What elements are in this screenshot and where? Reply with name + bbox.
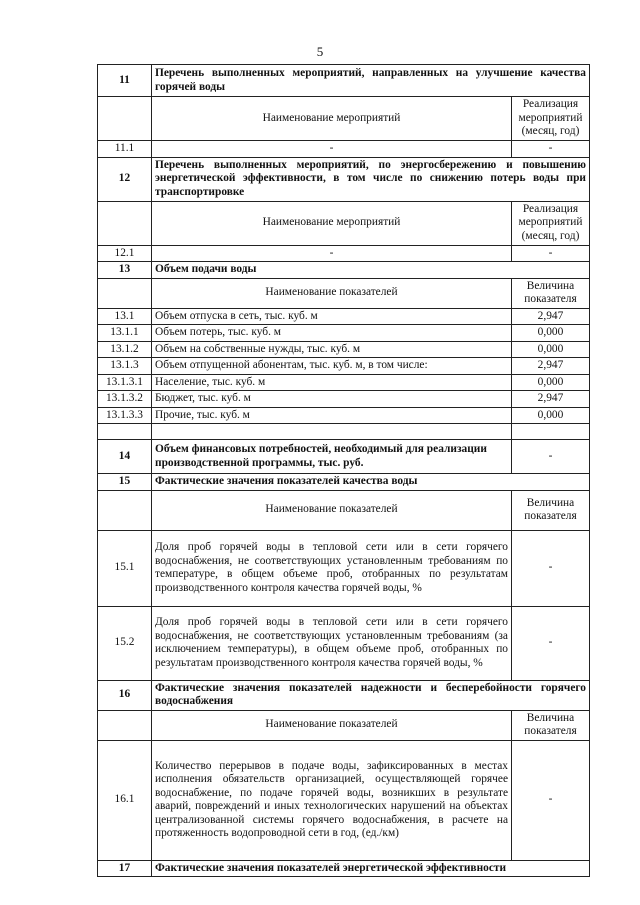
- table-row: [98, 490, 590, 530]
- row-number: 13.1.2: [98, 341, 152, 358]
- row-text: -: [152, 245, 512, 262]
- row-number: 13.1.3: [98, 358, 152, 375]
- row-text: Прочие, тыс. куб. м: [152, 407, 512, 424]
- table-row: [98, 374, 590, 391]
- section-number: 14: [98, 440, 152, 474]
- table-row: [98, 341, 590, 358]
- row-value: 2,947: [512, 358, 590, 375]
- row-text: Бюджет, тыс. куб. м: [152, 391, 512, 408]
- section-number: 16: [98, 680, 152, 710]
- row-text: Объем отпуска в сеть, тыс. куб. м: [152, 308, 512, 325]
- column-header-value: Величина показателя: [512, 490, 590, 530]
- row-value: [512, 424, 590, 440]
- row-number: 13.1.3.2: [98, 391, 152, 408]
- row-number: [98, 424, 152, 440]
- table-row: [98, 141, 590, 158]
- column-header-name: Наименование показателей: [152, 278, 512, 308]
- table-row: [98, 278, 590, 308]
- section-title: Перечень выполненных мероприятий, направленных на улучшение качества горячей воды: [152, 65, 590, 97]
- row-text: Доля проб горячей воды в тепловой сети или в сети горячего водоснабжения, не соответствующих установленным требованиям по температуре, в общем объеме проб, отобранных по результатам производственного контроля качества горячей воды, %: [152, 530, 512, 606]
- row-number: 13.1.3.3: [98, 407, 152, 424]
- table-row: [98, 157, 590, 201]
- column-header-value: Величина показателя: [512, 278, 590, 308]
- row-number: 12.1: [98, 245, 152, 262]
- table-row: [98, 245, 590, 262]
- row-text: Количество перерывов в подаче воды, зафиксированных в местах исполнения обязательств организацией, осуществляющей горячее водоснабжение, по подаче горячей воды, возникших в результате аварий, повреждений и иных технологических нарушений на объектах централизованной системы горячего водоснабжения, в расчете на протяженность водопроводной сети в год, (ед./км): [152, 740, 512, 860]
- row-text: Доля проб горячей воды в тепловой сети или в сети горячего водоснабжения, не соответствующих установленным требованиям (за исключением температуры), в общем объеме проб, отобранных по результатам производственного контроля качества горячей воды, %: [152, 606, 512, 680]
- table-row: [98, 424, 590, 440]
- section-value: -: [512, 440, 590, 474]
- section-title: Объем подачи воды: [152, 262, 590, 279]
- table-row: [98, 391, 590, 408]
- table-row: [98, 440, 590, 474]
- section-title: Фактические значения показателей надежности и бесперебойности горячего водоснабжения: [152, 680, 590, 710]
- row-value: 0,000: [512, 341, 590, 358]
- table-row: [98, 97, 590, 141]
- row-number: [98, 490, 152, 530]
- table-row: [98, 860, 590, 877]
- row-number: [98, 710, 152, 740]
- section-number: 11: [98, 65, 152, 97]
- row-value: -: [512, 740, 590, 860]
- table-row: [98, 358, 590, 375]
- table-row: [98, 606, 590, 680]
- row-value: 0,000: [512, 374, 590, 391]
- section-title: Фактические значения показателей качества воды: [152, 474, 590, 491]
- row-number: 11.1: [98, 141, 152, 158]
- table-row: [98, 325, 590, 342]
- row-value: 2,947: [512, 391, 590, 408]
- row-text: -: [152, 141, 512, 158]
- section-number: 12: [98, 157, 152, 201]
- table-row: [98, 740, 590, 860]
- section-title: Фактические значения показателей энергетической эффективности: [152, 860, 590, 877]
- row-text: Объем потерь, тыс. куб. м: [152, 325, 512, 342]
- row-value: -: [512, 606, 590, 680]
- row-text: Население, тыс. куб. м: [152, 374, 512, 391]
- row-value: -: [512, 530, 590, 606]
- row-value: 2,947: [512, 308, 590, 325]
- column-header-value: Величина показателя: [512, 710, 590, 740]
- column-header-value: Реализация мероприятий (месяц, год): [512, 97, 590, 141]
- table-row: [98, 262, 590, 279]
- row-number: 15.1: [98, 530, 152, 606]
- row-number: 13.1.1: [98, 325, 152, 342]
- table-row: [98, 308, 590, 325]
- row-number: 13.1: [98, 308, 152, 325]
- page-number: 5: [316, 44, 324, 59]
- column-header-value: Реализация мероприятий (месяц, год): [512, 201, 590, 245]
- row-value: 0,000: [512, 325, 590, 342]
- section-title: Перечень выполненных мероприятий, по энергосбережению и повышению энергетической эффективности, в том числе по снижению потерь воды при транспортировке: [152, 157, 590, 201]
- row-number: 15.2: [98, 606, 152, 680]
- column-header-name: Наименование показателей: [152, 490, 512, 530]
- section-number: 13: [98, 262, 152, 279]
- section-number: 17: [98, 860, 152, 877]
- row-text: Объем на собственные нужды, тыс. куб. м: [152, 341, 512, 358]
- row-number: [98, 97, 152, 141]
- row-number: [98, 201, 152, 245]
- row-text: Объем отпущенной абонентам, тыс. куб. м, в том числе:: [152, 358, 512, 375]
- section-title: Объем финансовых потребностей, необходимый для реализации производственной программы, тыс. руб.: [152, 440, 512, 474]
- row-value: 0,000: [512, 407, 590, 424]
- table-row: [98, 680, 590, 710]
- table-row: [98, 710, 590, 740]
- section-number: 15: [98, 474, 152, 491]
- table-row: [98, 474, 590, 491]
- row-value: -: [512, 245, 590, 262]
- column-header-name: Наименование мероприятий: [152, 97, 512, 141]
- column-header-name: Наименование показателей: [152, 710, 512, 740]
- report-table: [97, 64, 590, 877]
- table-row: [98, 530, 590, 606]
- table-row: [98, 201, 590, 245]
- row-number: 16.1: [98, 740, 152, 860]
- table-row: [98, 65, 590, 97]
- row-value: -: [512, 141, 590, 158]
- column-header-name: Наименование мероприятий: [152, 201, 512, 245]
- row-number: [98, 278, 152, 308]
- row-number: 13.1.3.1: [98, 374, 152, 391]
- row-text: [152, 424, 512, 440]
- table-row: [98, 407, 590, 424]
